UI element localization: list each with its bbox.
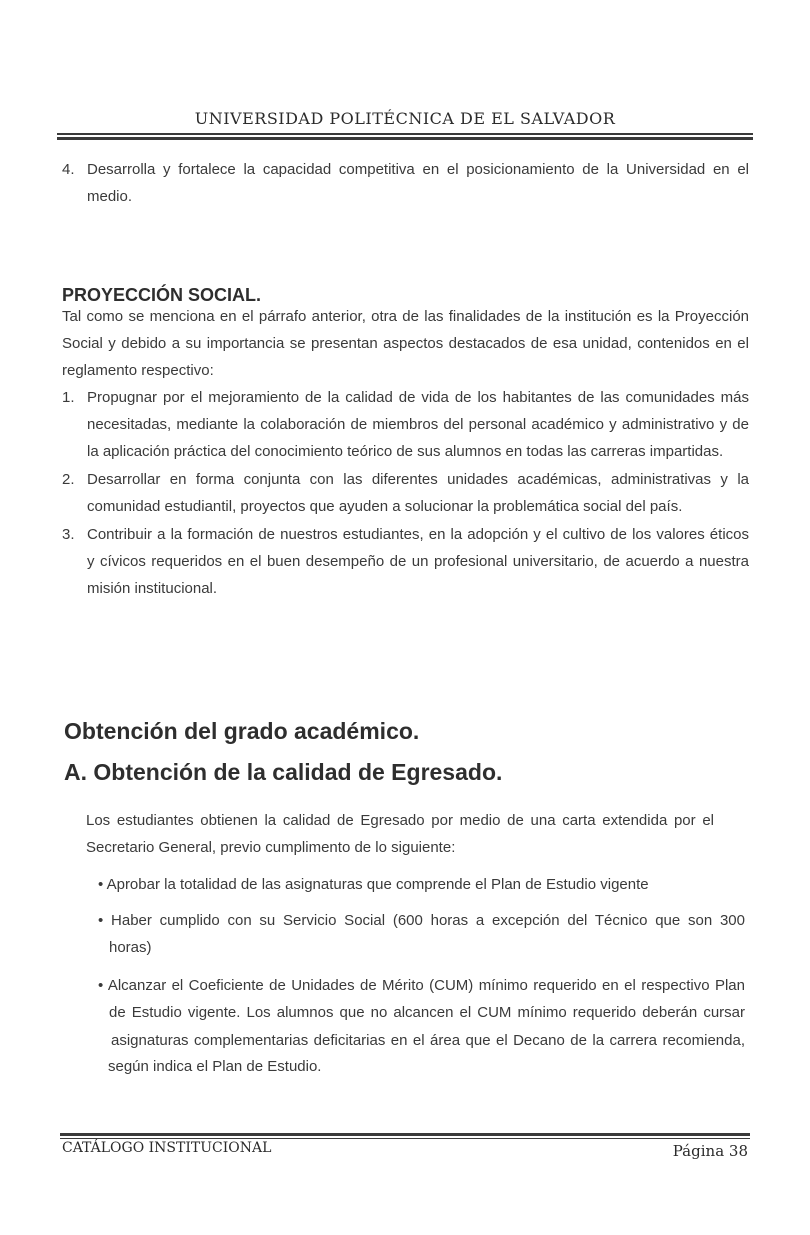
grado-bullet-item-continuation: según indica el Plan de Estudio. [108,1058,322,1075]
footer-catalog-label: CATÁLOGO INSTITUCIONAL [62,1140,272,1156]
proyeccion-item-line: la aplicación práctica del conocimiento teórico de sus alumnos en todas las carreras impartidas. [87,443,724,460]
grado-paragraph-line: Secretario General, previo cumplimento de lo siguiente: [86,839,456,856]
grado-bullet-item-continuation: horas) [109,939,152,956]
proyeccion-item-line: Desarrollar en forma conjunta con las diferentes unidades académicas, administrativas y la [87,471,749,488]
proyeccion-paragraph-line: Social y debido a su importancia se presentan aspectos destacados de esa unidad, contenidos en el [62,335,749,352]
grado-subheading: A. Obtención de la calidad de Egresado. [64,759,503,785]
proyeccion-item-line: necesitadas, mediante la colaboración de miembros del personal académico y administrativo y de [87,416,749,433]
grado-paragraph-line: Los estudiantes obtienen la calidad de Egresado por medio de una carta extendida por el [86,812,714,829]
footer-rule-top [60,1133,750,1136]
intro-item-line-2: medio. [87,188,133,205]
proyeccion-item-line: Propugnar por el mejoramiento de la calidad de vida de los habitantes de las comunidades más [87,389,749,406]
proyeccion-item-line: y cívicos requeridos en el buen desempeño de un profesional universitario, de acuerdo a nuestra [87,553,749,570]
proyeccion-item-line: misión institucional. [87,580,218,597]
grado-bullet-item-continuation: de Estudio vigente. Los alumnos que no alcancen el CUM mínimo requerido deberán cursar [109,1004,745,1021]
page-header-title: UNIVERSIDAD POLITÉCNICA DE EL SALVADOR [194,109,616,128]
grado-bullet-item: • Aprobar la totalidad de las asignaturas que comprende el Plan de Estudio vigente [98,876,649,893]
header-rule-top [57,133,753,135]
header-rule-bottom [57,137,753,140]
proyeccion-heading: PROYECCIÓN SOCIAL. [62,285,262,305]
proyeccion-item-line: comunidad estudiantil, proyectos que ayuden a solucionar la problemática social del país. [87,498,683,515]
grado-heading: Obtención del grado académico. [64,718,420,744]
grado-bullet-item: • Haber cumplido con su Servicio Social (600 horas a excepción del Técnico que son 300 [98,912,745,929]
intro-item-line-1: Desarrolla y fortalece la capacidad competitiva en el posicionamiento de la Universidad en el [87,161,749,178]
intro-item-number: 4. [62,161,75,178]
proyeccion-item-number: 3. [62,526,75,543]
proyeccion-paragraph-line: reglamento respectivo: [62,362,214,379]
grado-bullet-item-continuation: asignaturas complementarias deficitarias en el área que el Decano de la carrera recomienda, [111,1032,745,1049]
proyeccion-item-number: 2. [62,471,75,488]
proyeccion-item-line: Contribuir a la formación de nuestros estudiantes, en la adopción y el cultivo de los valores éticos [87,526,749,543]
proyeccion-paragraph-line: Tal como se menciona en el párrafo anterior, otra de las finalidades de la institución es la Proyección [62,308,749,325]
footer-page-number: Página 38 [672,1142,748,1160]
footer-rule-bottom [60,1138,750,1139]
grado-bullet-item: • Alcanzar el Coeficiente de Unidades de Mérito (CUM) mínimo requerido en el respectivo Plan [98,977,745,994]
proyeccion-item-number: 1. [62,389,75,406]
